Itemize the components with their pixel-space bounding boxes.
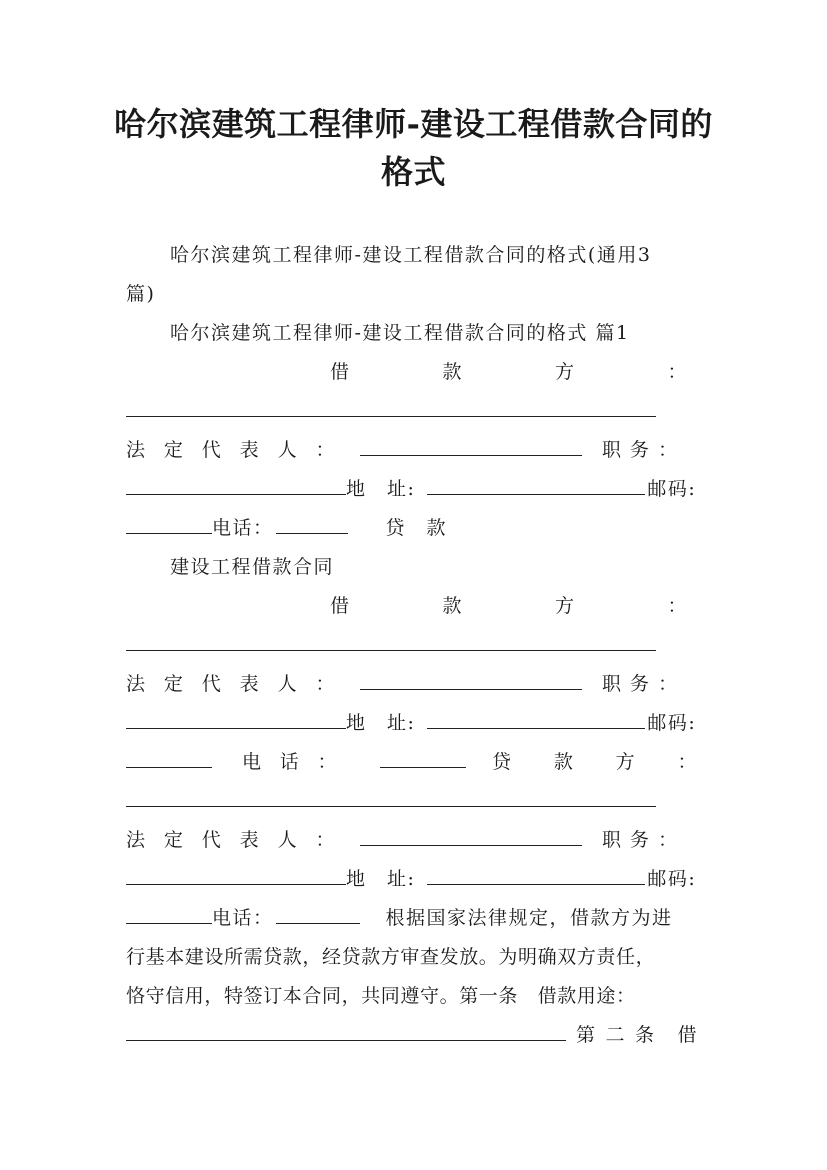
title-line-1: 哈尔滨建筑工程律师-建设工程借款合同的 <box>114 105 713 143</box>
phone-row <box>126 515 698 541</box>
article-2-row <box>126 1022 698 1048</box>
address-row: 地 址: 邮码: <box>126 710 698 736</box>
rep-row <box>126 437 698 463</box>
document-title <box>80 100 747 196</box>
address-row: 地 址: 邮码: <box>126 866 698 892</box>
blank-line <box>126 398 698 424</box>
rep-row: 法 定 代 表 人 ： 职 务 ： <box>126 829 679 851</box>
postcode-label: 邮码: <box>647 478 697 500</box>
phone-body-row: 电话： 根据国家法律规定，借款方为进 <box>126 905 698 931</box>
body-line-2: 行基本建设所需贷款，经贷款方审查发放。为明确双方责任， <box>126 946 656 968</box>
borrower-label-row <box>330 359 688 385</box>
rep-row: 法 定 代 表 人 ： 职 务 ： <box>126 673 679 695</box>
title-line-2: 格式 <box>380 153 446 191</box>
lender-label: 贷 款 方 ： <box>492 751 698 773</box>
intro-line-2: 篇) <box>126 283 156 305</box>
body-line-3: 恪守信用，特签订本合同，共同遵守。第一条 借款用途： <box>126 985 636 1007</box>
borrower-char: 款 <box>442 361 463 383</box>
address-label: 地 址: <box>346 478 416 500</box>
article-2-label: 第 二 条 借 <box>576 1024 698 1046</box>
section-heading: 哈尔滨建筑工程律师-建设工程借款合同的格式 篇1 <box>170 322 630 344</box>
phone-label: 电话： <box>212 517 274 539</box>
body-text: 根据国家法律规定，借款方为进 <box>385 907 673 929</box>
intro-line-1: 哈尔滨建筑工程律师-建设工程借款合同的格式(通用3 <box>170 244 652 266</box>
borrower-char: ： <box>667 361 688 383</box>
address-row <box>126 476 698 502</box>
borrower-char: 借 <box>330 361 351 383</box>
borrower-char: 方 <box>554 361 576 383</box>
rep-label: 法 定 代 表 人 ： <box>126 439 336 461</box>
phone-lender-row: 电 话 ： 贷 款 方 ： <box>126 749 698 775</box>
loan-short: 贷 款 <box>385 517 448 539</box>
rep-blank <box>360 437 582 456</box>
blank-line <box>126 632 698 658</box>
duty-label: 职 务 ： <box>602 439 679 461</box>
borrower-label-row: 借 款 方 ： <box>330 595 688 617</box>
contract-name: 建设工程借款合同 <box>170 556 335 578</box>
blank-line <box>126 788 698 814</box>
